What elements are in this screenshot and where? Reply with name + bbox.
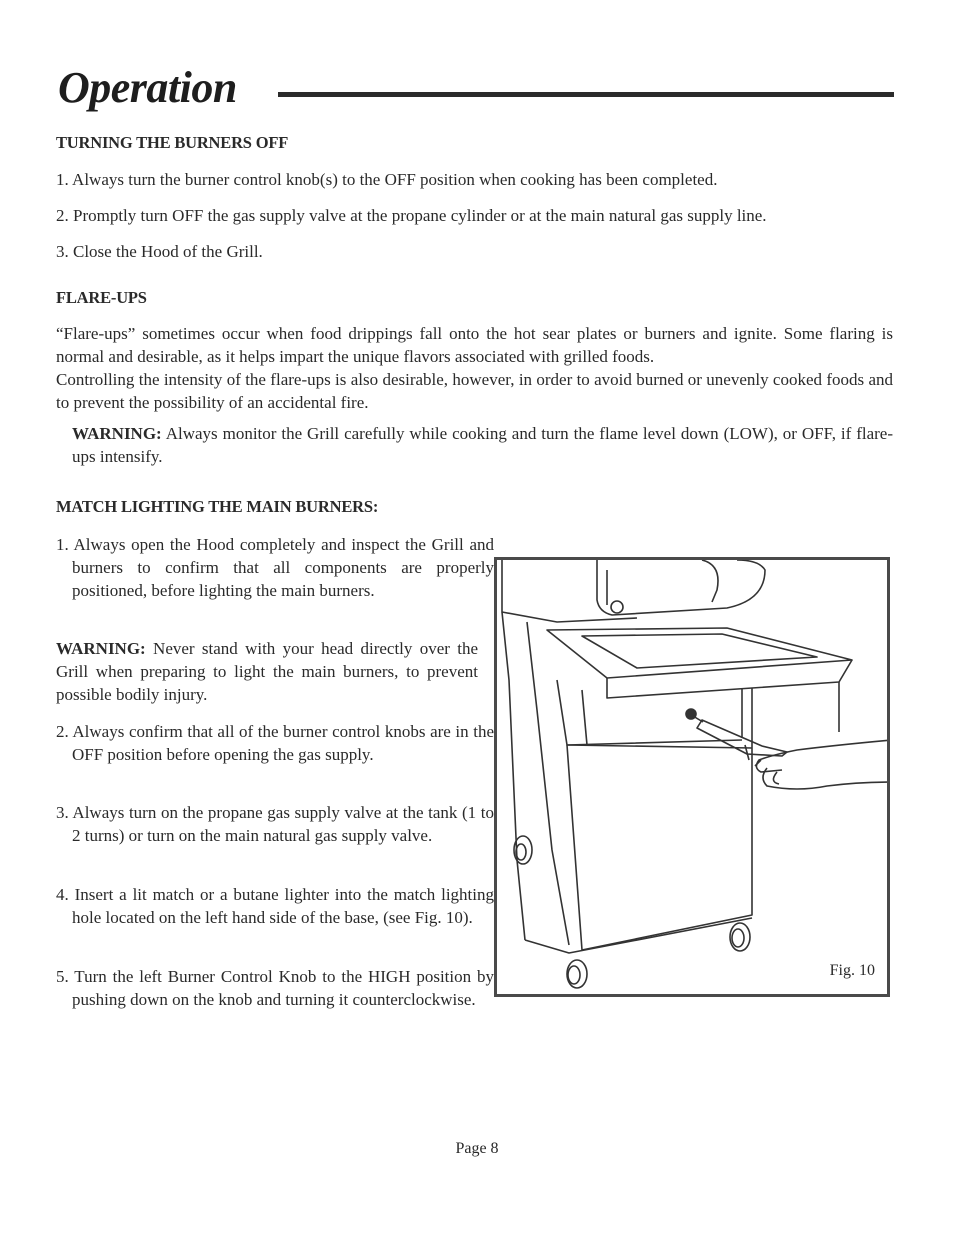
- section-heading-flare-ups: FLARE-UPS: [56, 288, 147, 307]
- page-number: Page 8: [455, 1140, 499, 1157]
- burners-off-step-3: 3. Close the Hood of the Grill.: [56, 242, 263, 261]
- match-lighting-warning: [56, 637, 478, 706]
- warning-text: Always monitor the Grill carefully while cooking and turn the flame level down (LOW), or OFF, if flare-ups intensify.: [72, 424, 893, 466]
- flare-ups-paragraph-2: Controlling the intensity of the flare-ups is also desirable, however, in order to avoid burned or unevenly cooked foods and to prevent the possibility of an accidental fire.: [56, 370, 893, 412]
- grill-illustration: [497, 560, 887, 994]
- burners-off-step-2: 2. Promptly turn OFF the gas supply valve at the propane cylinder or at the main natural gas supply line.: [56, 206, 767, 225]
- figure-10: [494, 557, 890, 997]
- section-heading-burners-off: TURNING THE BURNERS OFF: [56, 133, 289, 152]
- warning-text: Never stand with your head directly over the Grill when preparing to light the main burners, to prevent possible bodily injury.: [56, 639, 478, 704]
- figure-caption: Fig. 10: [829, 962, 875, 979]
- match-lighting-step-2: 2. Always confirm that all of the burner control knobs are in the OFF position before opening the gas supply.: [56, 722, 494, 764]
- burners-off-step-1: 1. Always turn the burner control knob(s) to the OFF position when cooking has been completed.: [56, 170, 718, 189]
- page-title: Operation: [58, 63, 237, 112]
- section-heading-match-lighting: MATCH LIGHTING THE MAIN BURNERS:: [56, 497, 379, 516]
- match-lighting-step-1: 1. Always open the Hood completely and inspect the Grill and burners to confirm that all components are properly positioned, before lighting the main burners.: [56, 535, 494, 600]
- page-header: [56, 60, 894, 120]
- match-lighting-step-4: 4. Insert a lit match or a butane lighter into the match lighting hole located on the left hand side of the base, (see Fig. 10).: [56, 885, 494, 927]
- flare-ups-paragraph-1: “Flare-ups” sometimes occur when food drippings fall onto the hot sear plates or burners and ignite. Some flaring is normal and desirable, as it helps impart the unique flavors associated with grilled foods.: [56, 324, 893, 366]
- warning-label: WARNING:: [72, 424, 162, 443]
- match-lighting-step-3: 3. Always turn on the propane gas supply valve at the tank (1 to 2 turns) or turn on the main natural gas supply valve.: [56, 803, 494, 845]
- warning-label: WARNING:: [56, 639, 146, 658]
- title-rule: [278, 92, 894, 97]
- flare-ups-warning: [72, 422, 893, 468]
- match-lighting-step-5: 5. Turn the left Burner Control Knob to the HIGH position by pushing down on the knob and turning it counterclockwise.: [56, 967, 494, 1009]
